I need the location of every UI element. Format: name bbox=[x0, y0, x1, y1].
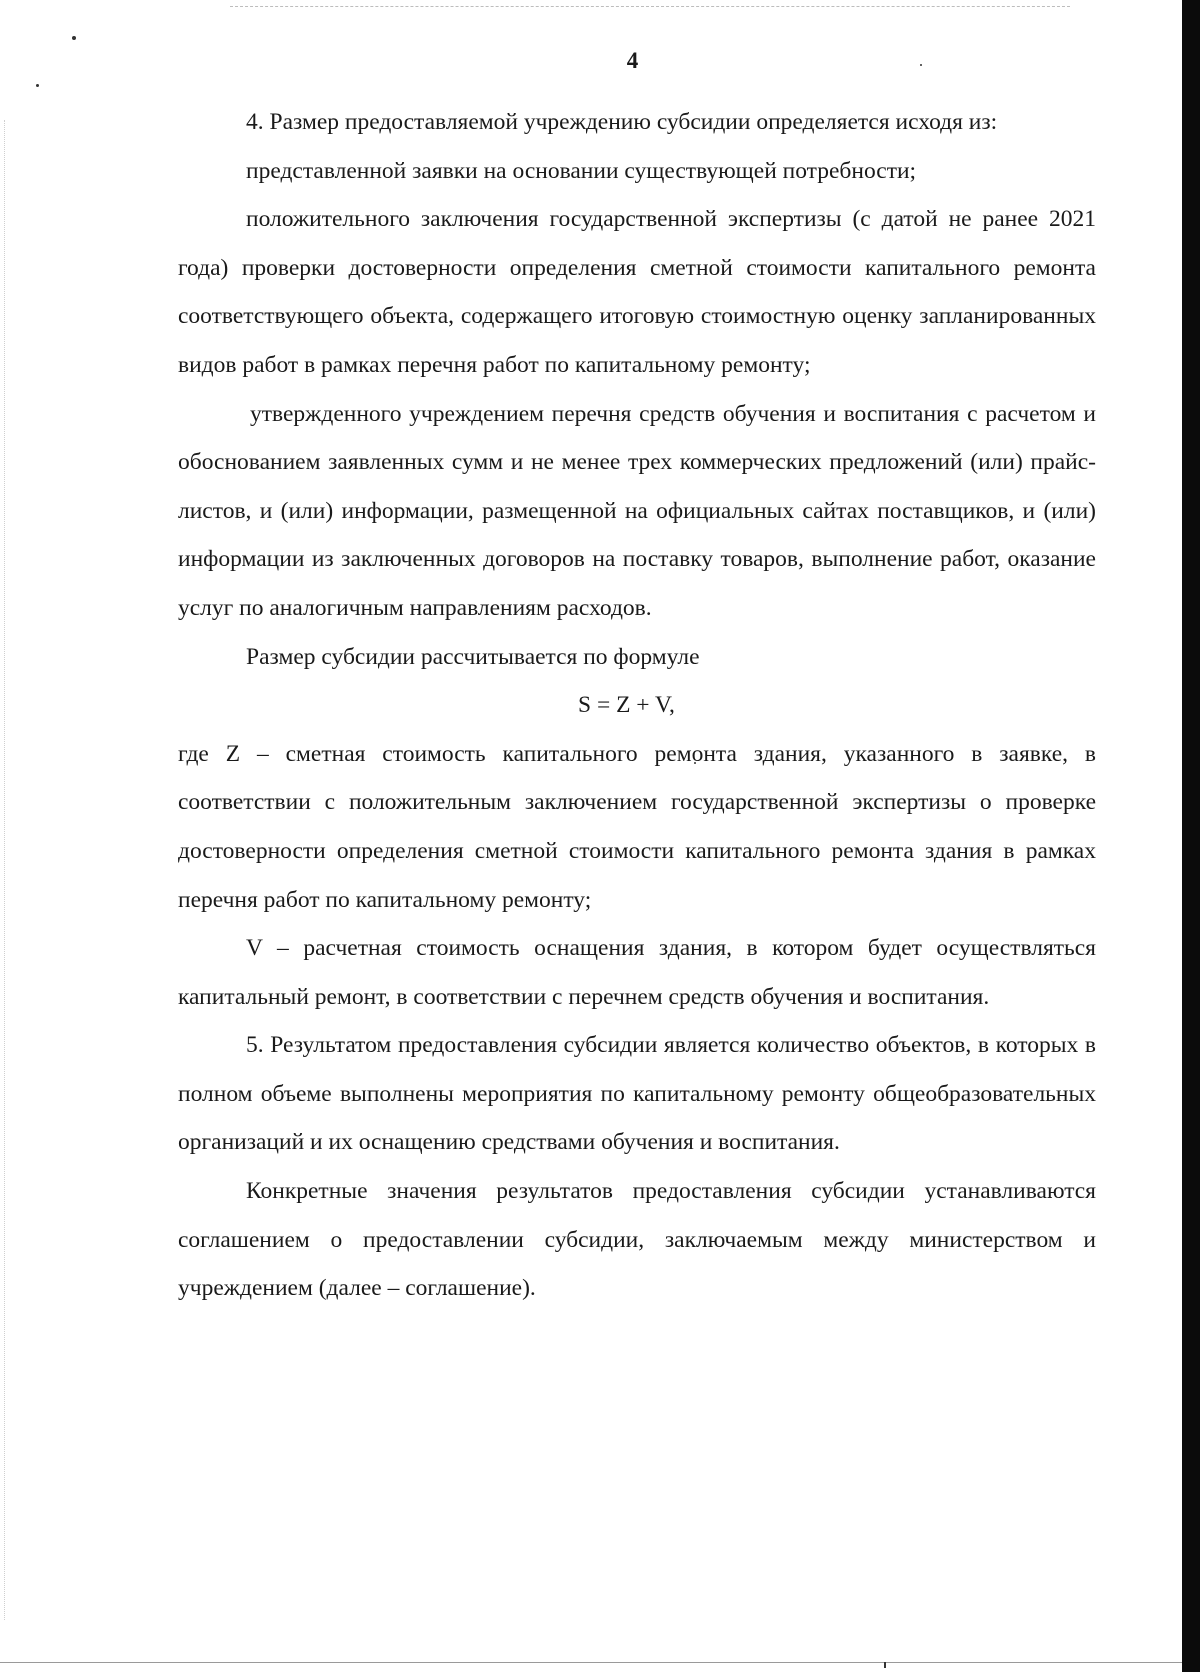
paragraph-specific-values: Конкретные значения результатов предоставления субсидии устанавливаются соглашением о предоставлении субсидии, заключаемым между министерством и учреждением (далее – соглашение). bbox=[178, 1178, 1096, 1302]
scan-speck bbox=[884, 1662, 886, 1668]
page-number: 4 bbox=[626, 48, 639, 73]
scan-edge-top bbox=[230, 6, 1070, 8]
paragraph-z-definition: где Z – сметная стоимость капитального ремонта здания, указанного в заявке, в соответствии с положительным заключением государственной экспертизы о проверке достоверности определения сметной стоимости капитального ремонта здания в рамках перечня работ по капитальному ремонту; bbox=[178, 740, 1096, 913]
scan-speck bbox=[72, 36, 76, 40]
scan-speck bbox=[36, 84, 39, 87]
paragraph-v-definition: V – расчетная стоимость оснащения здания, в котором будет осуществляться капитальный ремонт, в соответствии с перечнем средств обучения и воспитания. bbox=[178, 935, 1096, 1010]
paragraph-equipment-list: утвержденного учреждением перечня средств обучения и воспитания с расчетом и обоснованием заявленных сумм и не менее трех коммерческих предложений (или) прайс-листов, и (или) информации, размещенной на официальных сайтах поставщиков, и (или) информации из заключенных договоров на поставку товаров, выполнение работ, оказание услуг по аналогичным направлениям расходов. bbox=[178, 400, 1096, 621]
scan-edge-bottom bbox=[0, 1662, 1182, 1664]
scan-edge-right bbox=[1182, 0, 1200, 1672]
paragraph-subsidy-size: 4. Размер предоставляемой учреждению субсидии определяется исходя из: bbox=[246, 109, 998, 135]
formula: S = Z + V, bbox=[578, 692, 675, 719]
document-body bbox=[178, 98, 1096, 1313]
paragraph-formula-intro: Размер субсидии рассчитывается по формуле bbox=[246, 643, 700, 670]
scan-edge-left bbox=[4, 120, 6, 1620]
paragraph-application: представленной заявки на основании существующей потребности; bbox=[246, 157, 917, 184]
paragraph-result: 5. Результатом предоставления субсидии является количество объектов, в которых в полном объеме выполнены мероприятия по капитальному ремонту общеобразовательных организаций и их оснащению средствами обучения и воспитания. bbox=[178, 1032, 1096, 1156]
paragraph-expertise: положительного заключения государственной экспертизы (с датой не ранее 2021 года) проверки достоверности определения сметной стоимости капитального ремонта соответствующего объекта, содержащего итоговую стоимостную оценку запланированных видов работ в рамках перечня работ по капитальному ремонту; bbox=[178, 206, 1096, 378]
